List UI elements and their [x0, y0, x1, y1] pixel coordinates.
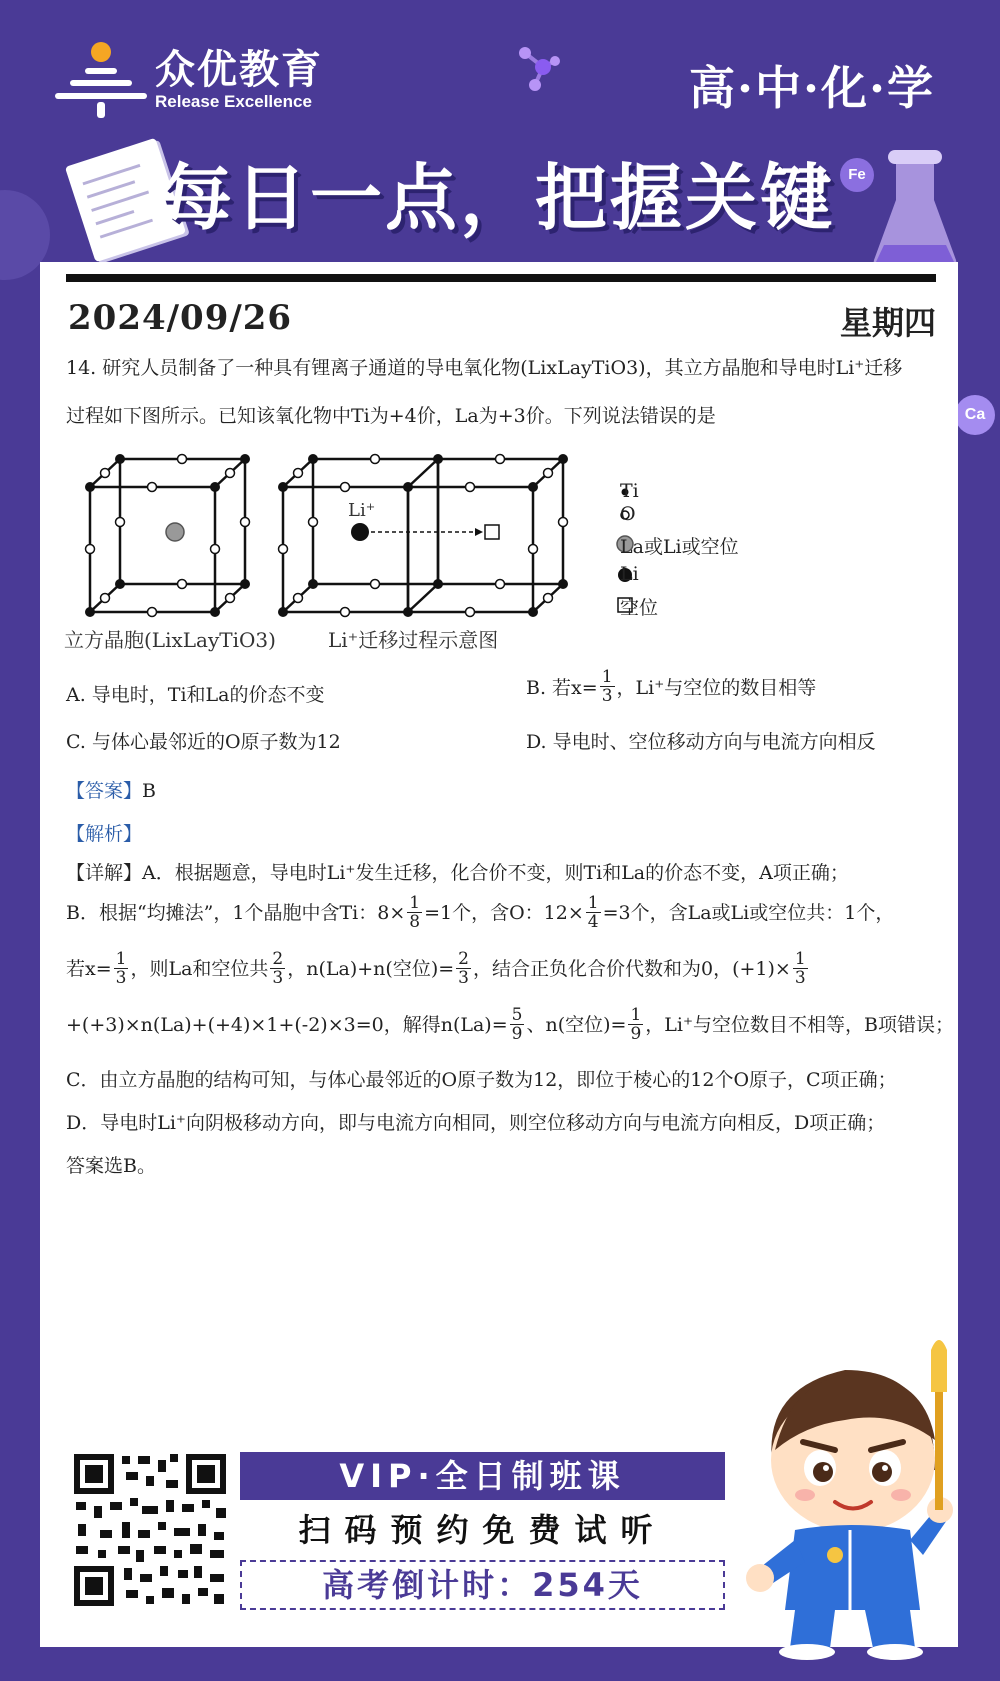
brand-name-en: Release Excellence — [155, 92, 312, 111]
legend-ti: Ti — [620, 480, 639, 502]
legend-li: Li — [620, 563, 639, 585]
option-d: D. 导电时、空位移动方向与电流方向相反 — [526, 731, 876, 753]
solution-conclusion: 答案选B。 — [66, 1155, 156, 1177]
headline: 每日一点，把握关键 — [160, 156, 836, 240]
option-b: B. 若x= $\frac{1}{3}$ ，Li⁺与空位的数目相等 — [526, 667, 817, 706]
ca-badge: Ca — [955, 395, 995, 435]
top-divider — [66, 274, 936, 282]
fe-badge: Fe — [840, 158, 874, 192]
vip-banner: VIP·全日制班课 — [240, 1452, 725, 1500]
question-line-2: 过程如下图所示。已知该氧化物中Ti为+4价，La为+3价。下列说法错误的是 — [66, 405, 716, 427]
solution-line-b2: 若x= $\frac{1}{3}$ ，则La和空位共 $\frac{2}{3}$ ，n(La)+n(空位)= $\frac{2}{3}$ ，结合正负化合价代数和为0，(+1)× $\frac{1}{3}$ — [66, 949, 806, 988]
fig-label-li: Li⁺ — [348, 500, 376, 521]
molecule-icon — [515, 45, 565, 95]
answer-value: B — [142, 780, 156, 802]
analysis-label: 【解析】 — [66, 823, 143, 845]
scan-prompt: 扫码预约免费试听 — [298, 1511, 667, 1549]
option-a: A. 导电时，Ti和La的价态不变 — [66, 684, 325, 706]
date: 2024/09/26 — [68, 298, 293, 338]
option-c: C. 与体心最邻近的O原子数为12 — [66, 731, 341, 753]
weekday: 星期四 — [839, 304, 936, 342]
brand-name-cn: 众优教育 — [155, 47, 323, 93]
answer: 【答案】B — [66, 780, 156, 802]
mascot-icon — [735, 1330, 965, 1660]
legend-la-li-vacancy: La或Li或空位 — [620, 536, 739, 558]
flask-icon — [870, 150, 960, 280]
solution-line-d: D．导电时Li⁺向阴极移动方向，即与电流方向相同，则空位移动方向与电流方向相反，D项正确； — [66, 1112, 886, 1134]
solution-line-b: B．根据“均摊法”，1个晶胞中含Ti：8× $\frac{1}{8}$ =1个，含O：12× $\frac{1}{4}$ =3个，含La或Li或空位共：1个， — [66, 893, 895, 932]
logo-mark-icon — [55, 40, 147, 120]
fig-caption-right: Li⁺迁移过程示意图 — [328, 628, 499, 652]
solution-line-b3: +(+3)×n(La)+(+4)×1+(-2)×3=0，解得n(La)= $\frac{5}{9}$ 、n(空位)= $\frac{1}{9}$ ，Li⁺与空位数目不相等，B项错误； — [66, 1005, 954, 1044]
legend-vacancy: 空位 — [620, 597, 659, 619]
qr-code[interactable] — [70, 1450, 230, 1610]
subject-title: 高·中·化·学 — [688, 61, 935, 115]
exam-countdown: 高考倒计时：254天 — [240, 1560, 725, 1610]
fig-caption-left: 立方晶胞(LixLayTiO3) — [64, 628, 276, 652]
question-line-1: 14. 研究人员制备了一种具有锂离子通道的导电氧化物(LixLayTiO3)，其立方晶胞和导电时Li⁺迁移 — [66, 357, 903, 379]
solution-line-a: 【详解】A．根据题意，导电时Li⁺发生迁移，化合价不变，则Ti和La的价态不变，A项正确； — [66, 862, 849, 884]
solution-line-c: C．由立方晶胞的结构可知，与体心最邻近的O原子数为12，即位于棱心的12个O原子，C项正确； — [66, 1069, 897, 1091]
legend-o: O — [620, 503, 636, 525]
brand-logo — [55, 40, 323, 120]
